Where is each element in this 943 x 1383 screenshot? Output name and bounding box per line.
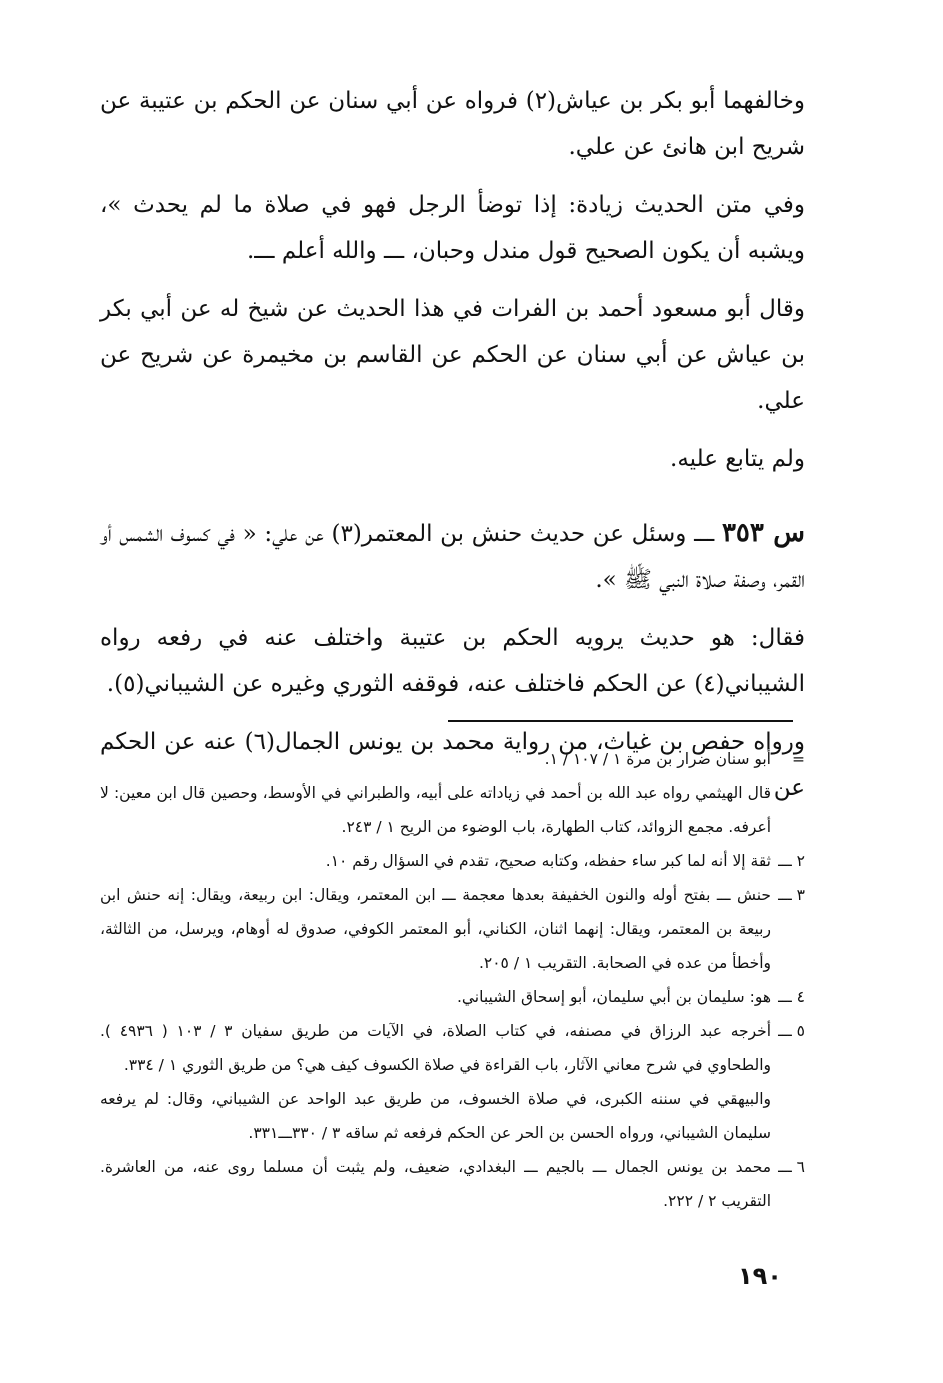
footnote <box>100 1082 805 1150</box>
footnote-text: أخرجه عبد الرزاق في مصنفه، في كتاب الصلاة، في الآيات من طريق سفيان ٣ / ١٠٣ ( ٤٩٣٦ ). والطحاوي في شرح معاني الآثار، باب القراءة في صلاة الكسوف كيف هي؟ من طريق الثوري ١ / ٣٣٤. <box>100 1022 772 1074</box>
paragraph-1: وخالفهما أبو بكر بن عياش(٢) فرواه عن أبي سنان عن الحكم بن عتيبة عن شريح ابن هانئ عن علي. <box>100 88 805 160</box>
footnote-number: ٣ ـــ <box>778 886 805 904</box>
paragraph-2: وفي متن الحديث زيادة: إذا توضأ الرجل فهو في صلاة ما لم يحدث »، ويشبه أن يكون الصحيح قول مندل وحبان، ـــ والله أعلم ـــ. <box>100 192 805 264</box>
footnote <box>100 776 805 844</box>
main-text <box>100 78 805 823</box>
footnote-number: ٢ ـــ <box>778 852 805 870</box>
question-paragraph <box>100 510 805 603</box>
footnote <box>100 878 805 980</box>
footnote-number: ٦ ـــ <box>778 1158 805 1176</box>
paragraph-4: ولم يتابع عليه. <box>670 446 805 472</box>
footnote-text: محمد بن يونس الجمال ـــ بالجيم ـــ البغدادي، ضعيف، ولم يثبت أن مسلما روى عنه، من العاشرة. التقريب ٢ / ٢٢٢. <box>100 1158 771 1210</box>
footnote <box>100 980 805 1014</box>
footnote-divider <box>448 720 793 722</box>
footnote <box>100 1150 805 1218</box>
footnote <box>100 742 805 776</box>
footnote-text: قال الهيثمي رواه عبد الله بن أحمد في زياداته على أبيه، والطبراني في الأوسط، وحصين قال ابن معين: لا أعرفه. مجمع الزوائد، كتاب الطهارة، باب الوضوء من الريح ١ / ٢٤٣. <box>100 784 771 836</box>
question-text: ـــ وسئل عن حديث حنش بن المعتمر(٣) عن علي: « في كسوف الشمس أو القمر، وصفة صلاة النبي ﷺ ». <box>100 521 805 593</box>
footnote-text: حنش ـــ بفتح أوله والنون الخفيفة بعدها معجمة ـــ ابن المعتمر، ويقال: ابن ربيعة، ويقال: إنه حنش ابن ربيعة بن المعتمر، ويقال: إنهما اثنان، الكناني، أبو المعتمر الكوفي، صدوق له أوهام، ويرسل، من الثالثة، وأخطأ من عده في الصحابة. التقريب ١ / ٢٠٥. <box>100 886 771 972</box>
paragraph-6: فقال: هو حديث يرويه الحكم بن عتيبة واختلف عنه في رفعه رواه الشيباني(٤) عن الحكم فاختلف عنه، فوقفه الثوري وغيره عن الشيباني(٥). <box>100 625 805 697</box>
footnotes <box>100 742 805 1218</box>
footnote-text: ثقة إلا أنه لما كبر ساء حفظه، وكتابه صحيح، تقدم في السؤال رقم ١٠. <box>325 852 771 870</box>
footnote-text: والبيهقي في سننه الكبرى، في صلاة الخسوف، من طريق عبد الواحد عن الشيباني، وقال: لم يرفعه سليمان الشيباني، ورواه الحسن بن الحر عن الحكم فرفعه ثم ساقه ٣ / ٣٣٠ـــ٣٣١. <box>100 1090 771 1142</box>
paragraph-3: وقال أبو مسعود أحمد بن الفرات في هذا الحديث عن شيخ له عن أبي بكر بن عياش عن أبي سنان عن الحكم عن القاسم بن مخيمرة عن شريح عن علي. <box>100 296 805 414</box>
footnote <box>100 1014 805 1082</box>
footnote-text: أبو سنان ضرار بن مرة ١ / ١٠٧ / ١. <box>544 750 771 768</box>
footnote-number: ٥ ـــ <box>778 1022 805 1040</box>
footnote-number: ٤ ـــ <box>778 988 805 1006</box>
page-number: ١٩٠ <box>738 1262 782 1290</box>
footnote-text: هو: سليمان بن أبي سليمان، أبو إسحاق الشيباني. <box>456 988 771 1006</box>
question-number: س ٣٥٣ <box>721 518 805 548</box>
footnote <box>100 844 805 878</box>
footnote-number: = <box>792 750 805 768</box>
paragraph-7: ورواه حفص بن غياث، من رواية محمد بن يونس الجمال(٦) عنه عن الحكم عن <box>100 729 806 801</box>
